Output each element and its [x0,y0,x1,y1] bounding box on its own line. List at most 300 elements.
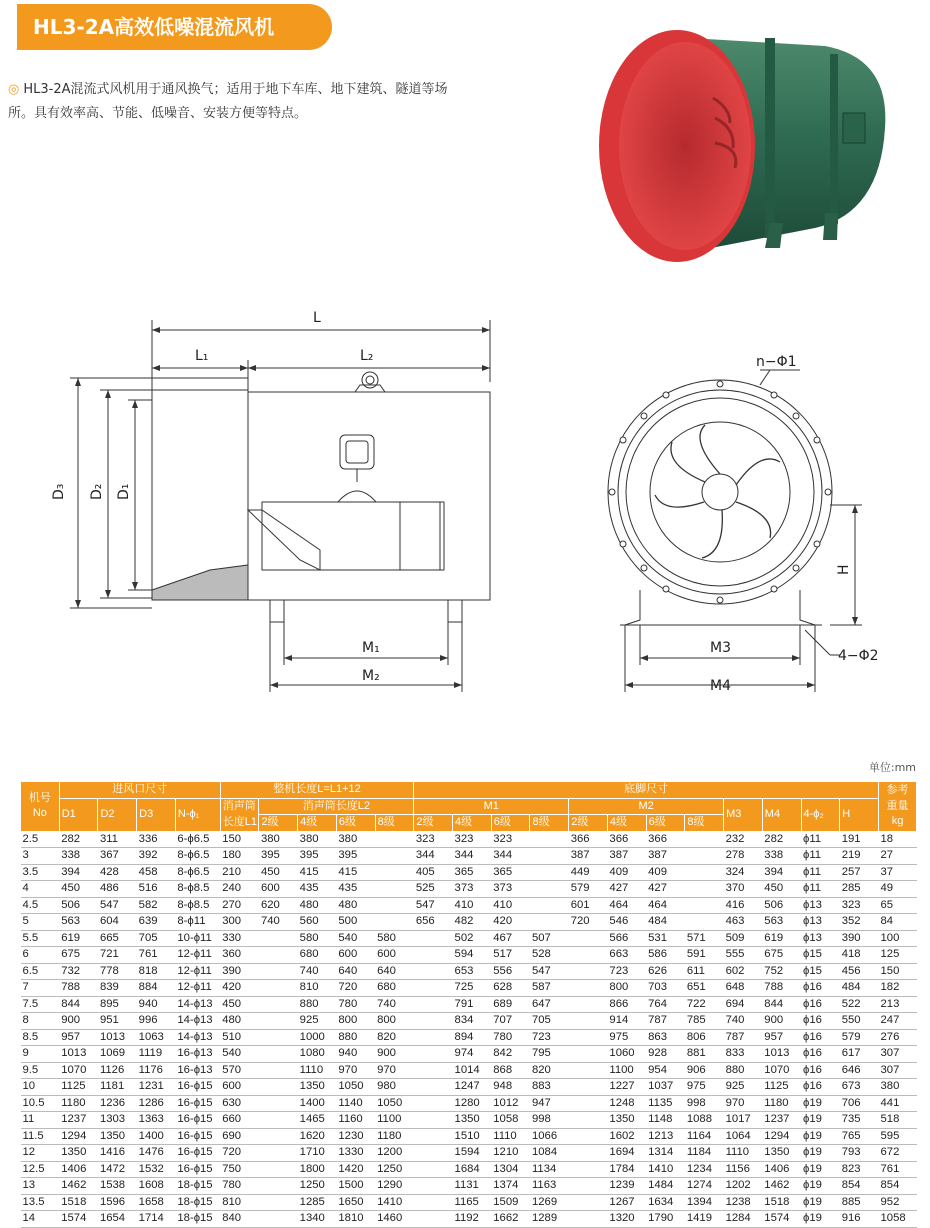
table-cell: 600 [220,1079,259,1096]
table-cell: 834 [453,1013,492,1030]
table-cell: 420 [491,914,530,931]
table-cell: 706 [840,1095,879,1112]
table-cell: 900 [59,1013,98,1030]
table-cell: 1037 [646,1079,685,1096]
table-cell: 480 [298,897,337,914]
table-cell: 1017 [724,1112,763,1129]
table-cell: 232 [724,831,763,848]
table-cell: 1013 [59,1046,98,1063]
table-cell: 840 [220,1211,259,1228]
table-cell: 395 [336,848,375,865]
table-cell [375,881,414,898]
table-cell: 410 [453,897,492,914]
table-cell: 571 [685,930,724,947]
table-cell: 732 [59,963,98,980]
table-cell: 1070 [59,1062,98,1079]
table-cell: 458 [137,864,176,881]
table-cell: 12-ϕ11 [175,963,220,980]
table-cell [685,914,724,931]
table-cell: 1181 [98,1079,137,1096]
table-cell [569,1128,608,1145]
table-cell [414,1062,453,1079]
table-cell: 1694 [607,1145,646,1162]
table-cell: 390 [840,930,879,947]
th-weight-unit: kg [891,815,904,827]
table-cell: 820 [375,1029,414,1046]
table-row [21,1178,917,1195]
table-cell: 1180 [762,1095,801,1112]
table-cell: 16-ϕ15 [175,1161,220,1178]
table-cell: 672 [879,1145,917,1162]
table-cell: 547 [530,963,569,980]
table-cell: 1050 [336,1079,375,1096]
table-cell: 620 [259,897,298,914]
table-cell: 800 [336,1013,375,1030]
table-cell [259,1095,298,1112]
table-cell: 307 [879,1046,917,1063]
table-cell: 1294 [762,1128,801,1145]
table-row [21,864,917,881]
table-cell: 863 [646,1029,685,1046]
table-cell: 330 [220,930,259,947]
table-cell: 10 [21,1079,60,1096]
table-cell: 820 [530,1062,569,1079]
table-cell: 1070 [762,1062,801,1079]
table-cell: 1064 [724,1128,763,1145]
table-cell: 720 [569,914,608,931]
table-cell: 9.5 [21,1062,60,1079]
table-cell: 4.5 [21,897,60,914]
table-cell: 467 [491,930,530,947]
table-cell [375,914,414,931]
table-cell: 600 [259,881,298,898]
table-cell: 1596 [98,1194,137,1211]
table-cell: 84 [879,914,917,931]
table-cell: 1234 [685,1161,724,1178]
table-cell: 427 [646,881,685,898]
table-cell: 380 [298,831,337,848]
table-cell [569,1095,608,1112]
table-cell: ϕ13 [801,914,840,931]
table-cell: 579 [840,1029,879,1046]
table-cell: 9 [21,1046,60,1063]
table-cell: 1510 [453,1128,492,1145]
table-cell: 1284 [724,1211,763,1228]
table-cell: 780 [336,996,375,1013]
table-cell: 550 [840,1013,879,1030]
table-cell: 510 [220,1029,259,1046]
table-row [21,963,917,980]
th-sil-2: 长度L1 [222,815,257,828]
table-cell: 540 [336,930,375,947]
table-cell: 705 [137,930,176,947]
table-row [21,996,917,1013]
table-cell: 415 [336,864,375,881]
table-cell: 1289 [530,1211,569,1228]
dim-n-phi1: n−Φ1 [756,354,797,370]
table-row [21,848,917,865]
table-cell: 373 [453,881,492,898]
table-cell [259,1194,298,1211]
table-cell: 735 [840,1112,879,1129]
table-cell: ϕ16 [801,1079,840,1096]
table-cell: 1250 [298,1178,337,1195]
table-cell: 660 [220,1112,259,1129]
table-cell [259,1079,298,1096]
table-cell: 338 [59,848,98,865]
table-cell: 8-ϕ8.5 [175,881,220,898]
table-cell: 395 [259,848,298,865]
table-cell: 12 [21,1145,60,1162]
table-cell [375,848,414,865]
table-cell: 428 [98,864,137,881]
table-cell: 883 [530,1079,569,1096]
th-m3: M3 [724,798,763,831]
table-cell: 656 [414,914,453,931]
table-cell: 694 [724,996,763,1013]
table-cell: 370 [724,881,763,898]
table-cell: 675 [762,947,801,964]
table-cell: 427 [607,881,646,898]
table-cell [569,1112,608,1129]
spec-table-body [21,831,917,1227]
table-cell: 1509 [491,1194,530,1211]
table-cell: 854 [840,1178,879,1195]
table-cell: 1110 [298,1062,337,1079]
table-cell: 1200 [375,1145,414,1162]
table-cell: 880 [298,996,337,1013]
table-cell: 450 [59,881,98,898]
table-cell: 1184 [685,1145,724,1162]
dim-L: L [313,310,321,326]
table-cell: 14-ϕ13 [175,996,220,1013]
table-cell: 707 [491,1013,530,1030]
table-cell: 1304 [491,1161,530,1178]
table-cell: 1180 [375,1128,414,1145]
table-cell: 600 [375,947,414,964]
table-cell: 1084 [530,1145,569,1162]
table-cell: 703 [646,980,685,997]
table-cell: 673 [840,1079,879,1096]
table-cell: 182 [879,980,917,997]
table-cell [414,1112,453,1129]
table-cell: 323 [414,831,453,848]
table-cell: 580 [375,930,414,947]
table-cell: 1014 [453,1062,492,1079]
table-cell: 1476 [137,1145,176,1162]
dim-L2: L₂ [360,348,374,364]
table-cell [530,881,569,898]
table-cell: 1416 [98,1145,137,1162]
table-cell: 818 [137,963,176,980]
table-cell: 1594 [453,1145,492,1162]
table-cell: ϕ16 [801,1046,840,1063]
th-m1-g4: 4级 [453,815,492,832]
table-cell: 240 [220,881,259,898]
table-cell: ϕ13 [801,897,840,914]
table-cell: ϕ19 [801,1211,840,1228]
table-cell: 582 [137,897,176,914]
table-cell: 600 [336,947,375,964]
table-row [21,1046,917,1063]
table-cell [414,1013,453,1030]
table-cell: 1125 [762,1079,801,1096]
th-inlet: 进风口尺寸 [59,782,220,799]
table-cell: 611 [685,963,724,980]
table-cell [414,1029,453,1046]
dim-L1: L₁ [195,348,209,364]
table-cell: 450 [220,996,259,1013]
table-cell: 690 [220,1128,259,1145]
table-cell: 1063 [137,1029,176,1046]
table-cell: 788 [59,980,98,997]
table-cell: 100 [879,930,917,947]
table-cell: 278 [724,848,763,865]
th-phi2: 4-ϕ₂ [801,798,840,831]
table-row [21,1161,917,1178]
table-cell: 1350 [762,1145,801,1162]
table-cell: 895 [98,996,137,1013]
table-cell: 1012 [491,1095,530,1112]
table-cell: 1110 [724,1145,763,1162]
table-cell [259,947,298,964]
table-cell: 435 [336,881,375,898]
table-cell: 928 [646,1046,685,1063]
table-cell: 1294 [59,1128,98,1145]
table-cell: 970 [724,1095,763,1112]
table-cell: 795 [530,1046,569,1063]
table-cell: 1210 [491,1145,530,1162]
table-cell: 788 [762,980,801,997]
table-cell: 619 [762,930,801,947]
table-cell: 366 [646,831,685,848]
th-d2: D2 [98,798,137,831]
table-cell: 1165 [453,1194,492,1211]
table-cell: 653 [453,963,492,980]
table-cell: 1460 [375,1211,414,1228]
table-cell: 806 [685,1029,724,1046]
table-cell: ϕ15 [801,963,840,980]
table-cell: 1419 [685,1211,724,1228]
table-cell: 8-ϕ6.5 [175,848,220,865]
table-cell: 1650 [336,1194,375,1211]
table-cell: 1285 [298,1194,337,1211]
table-cell: 880 [336,1029,375,1046]
table-cell: 219 [840,848,879,865]
table-cell: 6-ϕ6.5 [175,831,220,848]
dim-M2: M₂ [362,668,380,684]
table-cell: 150 [220,831,259,848]
table-cell [259,930,298,947]
table-cell: 1230 [336,1128,375,1145]
table-cell: 900 [762,1013,801,1030]
table-row [21,1194,917,1211]
table-cell: 323 [491,831,530,848]
table-cell: 6 [21,947,60,964]
table-cell: ϕ11 [801,881,840,898]
table-cell [414,930,453,947]
table-cell: ϕ13 [801,930,840,947]
table-cell: 14-ϕ13 [175,1029,220,1046]
table-cell [569,1161,608,1178]
table-cell: 6.5 [21,963,60,980]
table-cell: 464 [646,897,685,914]
th-m2-g2: 2级 [569,815,608,832]
table-cell: 1060 [607,1046,646,1063]
table-cell: 380 [879,1079,917,1096]
table-cell: 780 [220,1178,259,1195]
table-cell: 16-ϕ15 [175,1128,220,1145]
table-cell: 591 [685,947,724,964]
table-row [21,980,917,997]
table-cell: 1684 [453,1161,492,1178]
table-cell: 1238 [724,1194,763,1211]
table-cell: 1140 [336,1095,375,1112]
table-cell [685,897,724,914]
table-cell: 675 [59,947,98,964]
table-cell: 665 [98,930,137,947]
table-cell [530,897,569,914]
table-row [21,1095,917,1112]
table-cell: 720 [336,980,375,997]
table-row [21,1062,917,1079]
table-cell [414,1211,453,1228]
th-l2-g8: 8级 [375,815,414,832]
table-cell: 854 [879,1178,917,1195]
table-cell [530,848,569,865]
table-cell: 810 [298,980,337,997]
table-cell: 980 [375,1079,414,1096]
table-cell: 1180 [59,1095,98,1112]
table-cell: 257 [840,864,879,881]
table-cell: 150 [879,963,917,980]
table-cell: 37 [879,864,917,881]
th-m1-g6: 6级 [491,815,530,832]
table-cell [259,1046,298,1063]
table-cell [259,1112,298,1129]
table-cell: 881 [685,1046,724,1063]
table-cell: 8 [21,1013,60,1030]
table-cell [259,1178,298,1195]
table-cell [414,1145,453,1162]
table-cell: 833 [724,1046,763,1063]
table-cell: 785 [685,1013,724,1030]
table-cell: 810 [220,1194,259,1211]
table-cell: 940 [137,996,176,1013]
table-cell: 1406 [59,1161,98,1178]
table-cell: 602 [724,963,763,980]
table-cell: 723 [530,1029,569,1046]
table-cell: 463 [724,914,763,931]
table-cell [414,1128,453,1145]
table-cell: 11.5 [21,1128,60,1145]
table-row [21,947,917,964]
table-cell: 844 [762,996,801,1013]
table-cell: 787 [724,1029,763,1046]
table-cell: 1000 [298,1029,337,1046]
fan-product-photo [595,18,895,268]
bullet-icon: ◎ [8,82,20,97]
table-cell: 540 [220,1046,259,1063]
table-cell: 416 [724,897,763,914]
table-cell: 456 [840,963,879,980]
table-cell: 1608 [137,1178,176,1195]
table-cell: 640 [336,963,375,980]
table-cell: 1080 [298,1046,337,1063]
th-m2-g6: 6级 [646,815,685,832]
table-cell [569,1013,608,1030]
table-cell: ϕ19 [801,1095,840,1112]
table-cell: 27 [879,848,917,865]
table-cell: 307 [879,1062,917,1079]
table-cell: 7.5 [21,996,60,1013]
table-cell: 651 [685,980,724,997]
table-cell [414,1046,453,1063]
table-cell: 449 [569,864,608,881]
table-cell [569,980,608,997]
table-cell: ϕ11 [801,848,840,865]
table-cell: 1658 [137,1194,176,1211]
table-cell: 1286 [137,1095,176,1112]
th-no-sub: No [32,807,47,820]
table-cell: 180 [220,848,259,865]
table-cell: 680 [298,947,337,964]
table-cell: 435 [298,881,337,898]
table-cell: 647 [530,996,569,1013]
table-cell: 450 [762,881,801,898]
table-cell [259,1062,298,1079]
table-cell: 394 [59,864,98,881]
table-cell: 18-ϕ15 [175,1194,220,1211]
table-row [21,831,917,848]
table-cell: 1406 [762,1161,801,1178]
table-cell [414,947,453,964]
table-cell: 506 [762,897,801,914]
table-cell: 338 [762,848,801,865]
table-cell: 16-ϕ13 [175,1062,220,1079]
th-no-label: 机号 [28,791,51,804]
table-cell: 884 [137,980,176,997]
table-cell [569,1079,608,1096]
table-cell: 793 [840,1145,879,1162]
table-cell: 480 [220,1013,259,1030]
table-cell: 1710 [298,1145,337,1162]
table-cell: ϕ16 [801,1013,840,1030]
table-cell [414,963,453,980]
table-cell: 509 [724,930,763,947]
th-h: H [840,798,879,831]
table-cell: 866 [607,996,646,1013]
unit-label: 单位:mm [868,761,916,774]
table-cell: 996 [137,1013,176,1030]
table-cell: 18-ϕ15 [175,1178,220,1195]
table-cell [685,831,724,848]
table-cell: 587 [530,980,569,997]
table-cell [259,1145,298,1162]
table-cell [375,864,414,881]
table-cell: 721 [98,947,137,964]
table-cell [530,831,569,848]
table-cell: 486 [98,881,137,898]
table-cell: 617 [840,1046,879,1063]
table-cell: 547 [414,897,453,914]
table-cell: 547 [98,897,137,914]
table-cell: ϕ15 [801,947,840,964]
table-cell: 13.5 [21,1194,60,1211]
table-cell [259,1029,298,1046]
table-cell: 723 [607,963,646,980]
table-cell: 761 [879,1161,917,1178]
